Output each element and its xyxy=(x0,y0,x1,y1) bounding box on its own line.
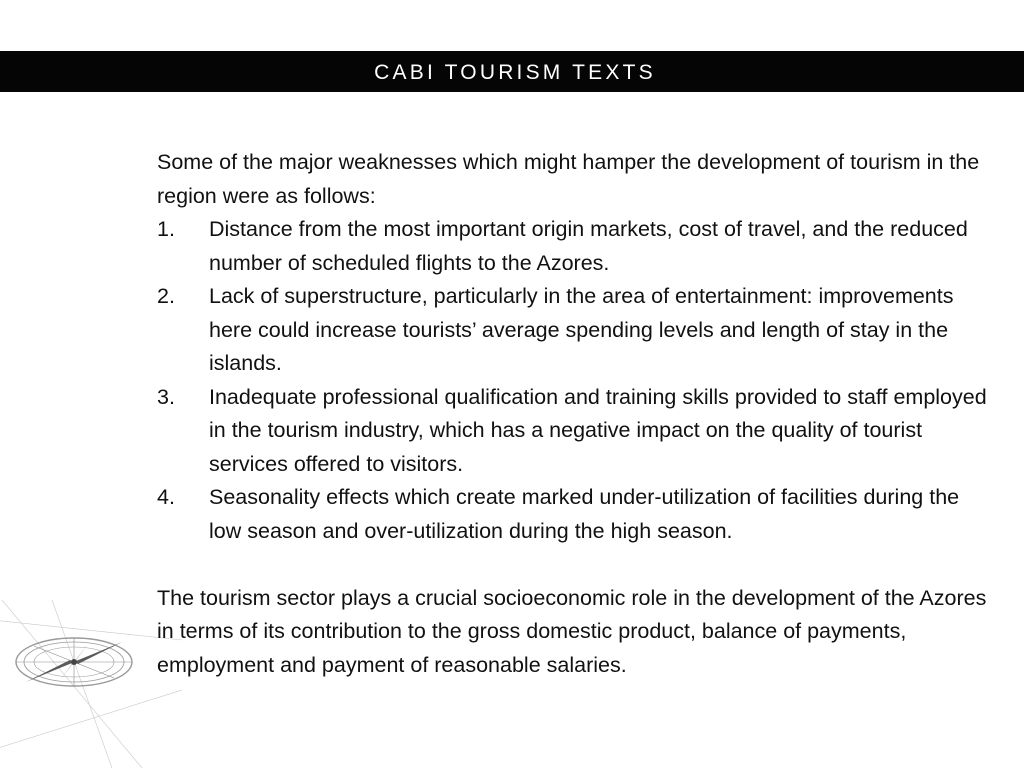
list-text: Lack of superstructure, particularly in the area of entertainment: improvements here could increase tourists’ average spending levels and length of stay in the islands. xyxy=(209,284,954,375)
header-bar xyxy=(0,51,1024,92)
list-number: 1. xyxy=(157,217,175,241)
list-item xyxy=(157,481,987,548)
paragraph-spacer xyxy=(157,548,987,582)
list-number: 4. xyxy=(157,485,175,509)
weaknesses-list xyxy=(157,213,987,548)
list-item xyxy=(157,213,987,280)
list-text: Inadequate professional qualification and training skills provided to staff employed in the tourism industry, which has a negative impact on the quality of tourist services offered to visitors. xyxy=(209,384,987,476)
closing-paragraph: The tourism sector plays a crucial socioeconomic role in the development of the Azores in terms of its contribution to the gross domestic product, balance of payments, employment and payment of reasonable salaries. xyxy=(157,585,987,677)
list-item xyxy=(157,280,987,381)
header-title: CABI TOURISM TEXTS xyxy=(374,61,656,84)
list-number: 2. xyxy=(157,284,175,308)
intro-paragraph: Some of the major weaknesses which might hamper the development of tourism in the region were as follows: xyxy=(157,150,980,208)
compass-rose-icon xyxy=(0,600,182,768)
list-item xyxy=(157,381,987,482)
list-text: Seasonality effects which create marked under-utilization of facilities during the low season and over-utilization during the high season. xyxy=(209,485,960,543)
list-number: 3. xyxy=(157,384,175,409)
slide-body xyxy=(157,146,987,682)
list-text: Distance from the most important origin markets, cost of travel, and the reduced number of scheduled flights to the Azores. xyxy=(209,217,968,275)
